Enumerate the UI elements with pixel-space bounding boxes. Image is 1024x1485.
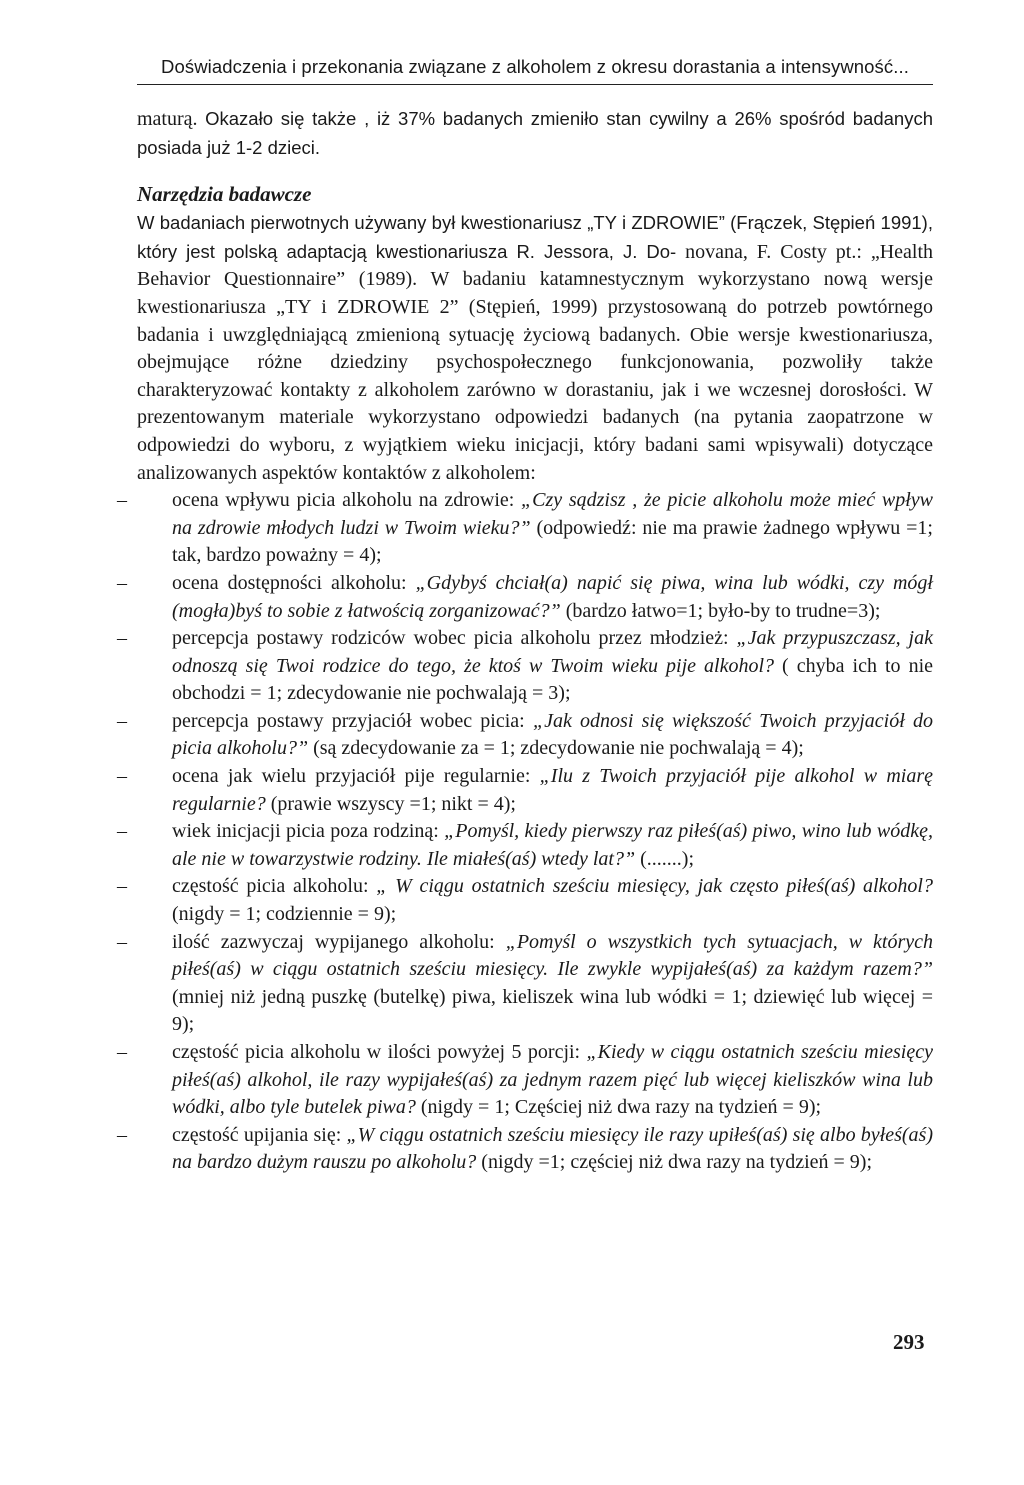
list-item (117, 625, 933, 708)
list-dash: – (117, 875, 127, 898)
item-tail: (prawie wszyscy =1; nikt = 4); (265, 792, 516, 815)
page (117, 56, 934, 1177)
list-item (117, 487, 933, 570)
item-tail: (.......); (635, 847, 695, 870)
item-lead: ilość zazwyczaj wypijanego alkoholu: (172, 930, 506, 953)
paragraph-sans-part: W badaniach pierwotnych używany był kwestionariusz „TY i ZDROWIE” (Frączek, Stępień 1991), który jest polską adaptacją kwestionariusza R. Jessora, J. Do- (137, 212, 933, 262)
item-question: „Pomyśl o wszystkich tych sytuacjach, w których piłeś(aś) w ciągu ostatnich sześciu miesięcy. Ile zwykle wypijałeś(aś) za każdym razem?” (172, 930, 933, 981)
list-item (117, 570, 933, 625)
item-question: „Gdybyś chciał(a) napić się piwa, wina lub wódki, czy mógł (mogła)byś to sobie z łatwością zorganizować?” (172, 571, 933, 622)
item-lead: percepcja postawy rodziców wobec picia alkoholu przez młodzież: (172, 627, 737, 650)
item-tail: (bardzo łatwo=1; było-by to trudne=3); (560, 599, 881, 622)
item-lead: częstość picia alkoholu w ilości powyżej 5 porcji: (172, 1041, 587, 1063)
intro-part-serif: maturą. (137, 108, 206, 130)
item-lead: percepcja postawy przyjaciół wobec picia: (172, 709, 533, 732)
item-lead: wiek inicjacji picia poza rodziną: (172, 820, 445, 843)
list-item (117, 818, 933, 873)
main-paragraph (137, 209, 933, 487)
item-question: „Jak przypuszczasz, jak odnoszą się Twoi rodzice do tego, że ktoś w Twoim wieku pije alkohol? (172, 627, 933, 677)
item-tail: (są zdecydowanie za = 1; zdecydowanie nie pochwalają = 4); (308, 737, 804, 760)
item-question: „Czy sądzisz , że picie alkoholu może mieć wpływ na zdrowie młodych ludzi w Twoim wieku?” (172, 489, 933, 539)
list-dash: – (117, 820, 127, 843)
item-question: „W ciągu ostatnich sześciu miesięcy ile razy upiłeś(aś) się albo byłeś(aś) na bardzo dużym rauszu po alkoholu? (172, 1123, 933, 1174)
item-lead: częstość upijania się: (172, 1123, 347, 1146)
aspects-list (117, 487, 933, 1177)
list-dash: – (117, 489, 127, 512)
page-number: 293 (893, 1330, 925, 1354)
list-item (117, 1122, 933, 1177)
list-dash: – (117, 765, 127, 788)
list-dash: – (117, 930, 127, 953)
list-dash: – (117, 1041, 127, 1063)
item-lead: częstość picia alkoholu: (172, 875, 377, 898)
intro-paragraph (137, 105, 933, 162)
item-question: „ W ciągu ostatnich sześciu miesięcy, jak często piłeś(aś) alkohol? (376, 875, 933, 898)
list-item (117, 929, 933, 1039)
list-dash: – (117, 571, 127, 594)
item-question: „Jak odnosi się większość Twoich przyjaciół do picia alkoholu?” (172, 709, 933, 760)
item-lead: ocena jak wielu przyjaciół pije regularnie: (172, 765, 540, 788)
intro-part-sans: Okazało się także , iż 37% badanych zmieniło stan cywilny a 26% spośród badanych posiada już 1-2 dzieci. (137, 108, 933, 158)
item-tail: (mniej niż jedną puszkę (butelkę) piwa, kieliszek wina lub wódki = 1; dziewięć lub więcej = 9); (172, 985, 933, 1036)
item-question: „Pomyśl, kiedy pierwszy raz piłeś(aś) piwo, wino lub wódkę, ale nie w towarzystwie rodziny. Ile miałeś(aś) wtedy lat?” (172, 820, 933, 870)
item-lead: ocena dostępności alkoholu: (172, 571, 416, 594)
section-heading: Narzędzia badawcze (137, 182, 312, 207)
item-tail: ( chyba ich to nie obchodzi = 1; zdecydowanie nie pochwalają = 3); (172, 654, 933, 705)
item-tail: (nigdy =1; częściej niż dwa razy na tydzień = 9); (476, 1151, 873, 1174)
item-lead: ocena wpływu picia alkoholu na zdrowie: (172, 489, 522, 512)
list-item (117, 708, 933, 763)
item-tail: (nigdy = 1; codziennie = 9); (172, 903, 397, 926)
item-question: „Kiedy w ciągu ostatnich sześciu miesięcy piłeś(aś) alkohol, ile razy wypijałeś(aś) za jednym razem pięć lub więcej kieliszków wina lub wódki, albo tyle butelek piwa? (172, 1041, 933, 1119)
paragraph-serif-part: novana, F. Costy pt.: „Health Behavior Questionnaire” (1989). W badaniu katamnestycznym wykorzystano nową wersje kwestionariusza „TY i ZDROWIE 2” (Stępień, 1999) przystosowaną do potrzeb powtórnego badania i uwzględniającą zmienioną sytuację życiową badanych. Obie wersje kwestionariusza, obejmujące różne dziedziny psychospołecznego funkcjonowania, pozwoliły także charakteryzować kontakty z alkoholem zarówno w dorastaniu, jak i we wczesnej dorosłości. W prezentowanym materiale wykorzystano odpowiedzi badanych (na pytania zaopatrzone w odpowiedzi do wyboru, z wyjątkiem wieku inicjacji, który badani sami wpisywali) dotyczące analizowanych aspektów kontaktów z alkoholem: (137, 240, 934, 484)
list-item (117, 873, 933, 928)
list-dash: – (117, 627, 127, 650)
list-item (117, 1039, 933, 1122)
running-head: Doświadczenia i przekonania związane z alkoholem z okresu dorastania a intensywność... (137, 56, 933, 85)
list-item (117, 763, 933, 818)
list-dash: – (117, 709, 127, 732)
item-tail: (nigdy = 1; Częściej niż dwa razy na tydzień = 9); (415, 1096, 822, 1119)
item-question: „Ilu z Twoich przyjaciół pije alkohol w miarę regularnie? (172, 765, 933, 815)
list-dash: – (117, 1123, 127, 1146)
item-tail: (odpowiedź: nie ma prawie żadnego wpływu =1; tak, bardzo poważny = 4); (172, 516, 933, 567)
